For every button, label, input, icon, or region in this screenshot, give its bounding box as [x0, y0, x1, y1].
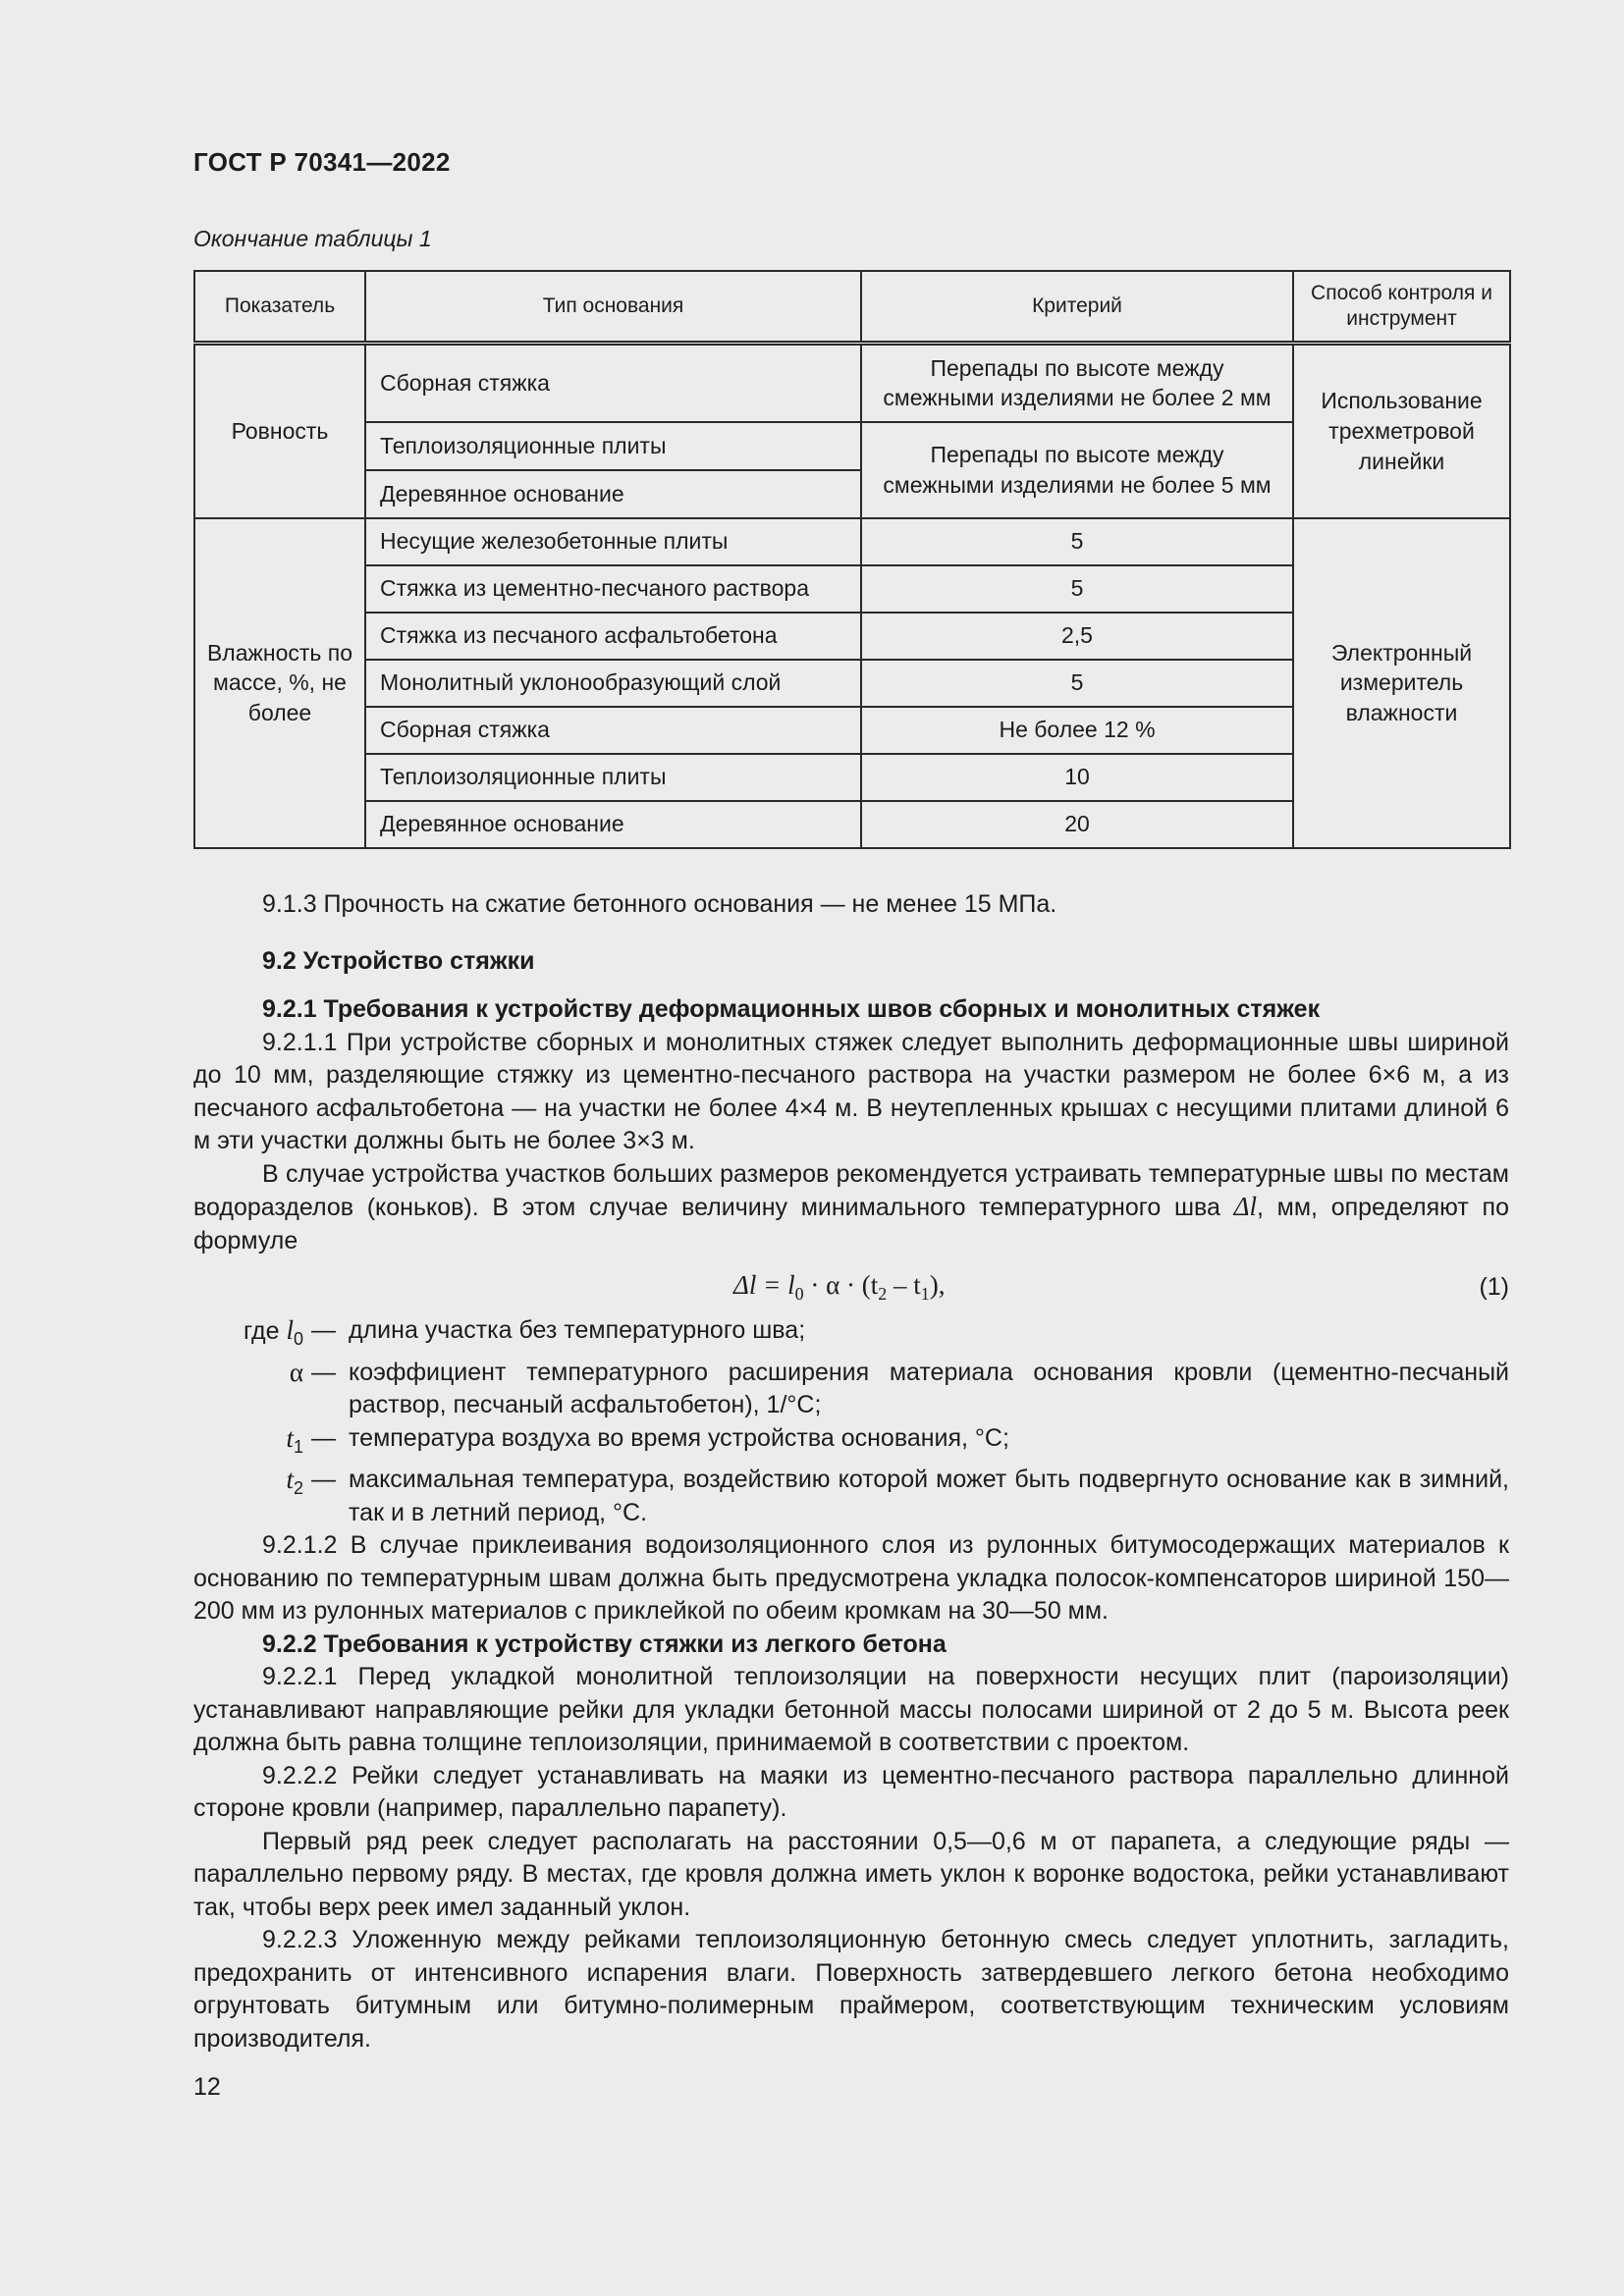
header-method: Способ контроля и инструмент	[1293, 271, 1510, 344]
legend-dash: —	[311, 1466, 336, 1493]
criterion-cell: 2,5	[861, 613, 1293, 660]
paragraph-9-2-2-2: 9.2.2.2 Рейки следует устанавливать на маяки из цементно-песчаного раствора параллельно длинной стороне кровли (например, параллельно парапету).	[193, 1761, 1509, 1822]
table-row	[194, 344, 1510, 422]
header-criterion: Критерий	[861, 271, 1293, 344]
legend-text: температура воздуха во время устройства основания, °С;	[349, 1423, 1009, 1452]
legend-text: длина участка без температурного шва;	[349, 1316, 806, 1344]
page-number: 12	[193, 2073, 221, 2101]
legend-text: максимальная температура, воздействию которой может быть подвергнуто основание как в зимний, так и в летний период, °С.	[349, 1466, 1509, 1526]
legend-dash: —	[311, 1316, 336, 1344]
formula-number: (1)	[1479, 1273, 1509, 1301]
legend-item	[193, 1357, 1509, 1422]
table-caption: Окончание таблицы 1	[193, 226, 432, 251]
legend-dash: —	[311, 1358, 336, 1386]
base-cell: Несущие железобетонные плиты	[365, 518, 861, 565]
formula-lhs: Δl = l	[733, 1270, 795, 1300]
legend-sub: 2	[293, 1478, 303, 1498]
formula-sub: 1	[920, 1284, 930, 1304]
paragraph-9-2-2-3: 9.2.2.3 Уложенную между рейками теплоизоляционную бетонную смесь следует уплотнить, загладить, предохранить от интенсивного испарения влаги. Поверхность затвердевшего легкого бетона необходимо огрунтовать битумным или битумно-полимерным праймером, соответствующим техническим условиям производителя.	[193, 1926, 1509, 2053]
legend-item	[193, 1464, 1509, 1529]
indicator-moisture: Влажность по массе, %, не более	[194, 518, 365, 848]
legend-item	[193, 1314, 1509, 1357]
base-cell: Сборная стяжка	[365, 344, 861, 422]
criterion-cell: Перепады по высоте между смежными изделиями не более 2 мм	[861, 344, 1293, 422]
table-header-row	[194, 271, 1510, 344]
paragraph-large-areas	[193, 1158, 1509, 1258]
legend-symbol: α	[289, 1357, 303, 1387]
formula-sub: 0	[794, 1284, 804, 1304]
criterion-cell: 20	[861, 801, 1293, 848]
paragraph-9-2-1-1: 9.2.1.1 При устройстве сборных и монолитных стяжек следует выполнить деформационные швы шириной до 10 мм, разделяющие стяжку из цементно-песчаного раствора на участки размером не более 6×6 м, а из песчаного асфальтобетона — на участки не более 4×4 м. В неутепленных крышах с несущими плитами длиной 6 м эти участки должны быть не более 3×3 м.	[193, 1028, 1509, 1154]
formula-expression	[733, 1269, 945, 1311]
formula-mid: · α · (t	[803, 1270, 879, 1300]
formula-minus: – t	[887, 1270, 921, 1300]
legend-prefix: где	[244, 1317, 280, 1345]
base-cell: Монолитный уклонообразующий слой	[365, 660, 861, 707]
paragraph-9-2-2-1: 9.2.2.1 Перед укладкой монолитной теплоизоляции на поверхности несущих плит (пароизоляции) устанавливают направляющие рейки для укладки бетонной массы полосами шириной от 2 до 5 м. Высота реек должна быть равна толщине теплоизоляции, принимаемой в соответствии с проектом.	[193, 1663, 1509, 1756]
criterion-cell: 10	[861, 754, 1293, 801]
body-text	[193, 888, 1509, 2056]
delta-l-symbol: Δl	[1233, 1192, 1257, 1221]
legend-symbol: l	[286, 1315, 294, 1345]
header-indicator: Показатель	[194, 271, 365, 344]
formula-1	[193, 1265, 1509, 1314]
base-cell: Деревянное основание	[365, 801, 861, 848]
paragraph-9-1-3: 9.1.3 Прочность на сжатие бетонного основания — не менее 15 МПа.	[262, 890, 1057, 918]
paragraph-9-2-1-2: 9.2.1.2 В случае приклеивания водоизоляционного слоя из рулонных битумосодержащих материалов к основанию по температурным швам должна быть предусмотрена укладка полосок-компенсаторов шириной 150—200 мм из рулонных материалов с приклейкой по обеим кромкам на 30—50 мм.	[193, 1531, 1509, 1625]
table-1	[193, 270, 1511, 849]
header-base-type: Тип основания	[365, 271, 861, 344]
method-moisture: Электронный измеритель влажности	[1293, 518, 1510, 848]
base-cell: Стяжка из песчаного асфальтобетона	[365, 613, 861, 660]
paragraph-first-row: Первый ряд реек следует располагать на расстоянии 0,5—0,6 м от парапета, а следующие ряды — параллельно первому ряду. В местах, где кровля должна иметь уклон к воронке водостока, рейки устанавливают так, чтобы верх реек имел заданный уклон.	[193, 1827, 1509, 1921]
formula-legend	[193, 1314, 1509, 1529]
indicator-evenness: Ровность	[194, 344, 365, 518]
legend-item	[193, 1422, 1509, 1465]
legend-sub: 1	[293, 1436, 303, 1457]
base-cell: Стяжка из цементно-песчаного раствора	[365, 565, 861, 613]
base-cell: Теплоизоляционные плиты	[365, 754, 861, 801]
base-cell: Сборная стяжка	[365, 707, 861, 754]
paragraph-text: , мм, определяют по формуле	[193, 1194, 1509, 1255]
section-heading-9-2-1: 9.2.1 Требования к устройству деформационных швов сборных и монолитных стяжек	[262, 995, 1321, 1023]
formula-sub: 2	[878, 1284, 888, 1304]
criterion-cell: 5	[861, 518, 1293, 565]
legend-dash: —	[311, 1423, 336, 1452]
method-evenness: Использование трехметровой линейки	[1293, 344, 1510, 518]
legend-symbol: t	[286, 1465, 294, 1494]
criterion-cell: 5	[861, 565, 1293, 613]
criterion-cell: 5	[861, 660, 1293, 707]
criterion-cell: Не более 12 %	[861, 707, 1293, 754]
legend-text: коэффициент температурного расширения материала основания кровли (цементно-песчаный раствор, песчаный асфальтобетон), 1/°С;	[349, 1358, 1509, 1418]
legend-symbol: t	[286, 1422, 294, 1453]
base-cell: Теплоизоляционные плиты	[365, 422, 861, 470]
section-heading-9-2: 9.2 Устройство стяжки	[262, 946, 535, 975]
paragraph-text: В случае устройства участков больших размеров рекомендуется устраивать температурные швы по местам водоразделов (коньков). В этом случае величину минимального температурного шва	[193, 1159, 1509, 1221]
document-code: ГОСТ Р 70341—2022	[193, 147, 451, 177]
formula-end: ),	[929, 1270, 946, 1300]
base-cell: Деревянное основание	[365, 470, 861, 518]
legend-sub: 0	[293, 1329, 303, 1349]
table-row	[194, 518, 1510, 565]
section-heading-9-2-2: 9.2.2 Требования к устройству стяжки из легкого бетона	[262, 1629, 947, 1658]
criterion-cell: Перепады по высоте между смежными изделиями не более 5 мм	[861, 422, 1293, 518]
